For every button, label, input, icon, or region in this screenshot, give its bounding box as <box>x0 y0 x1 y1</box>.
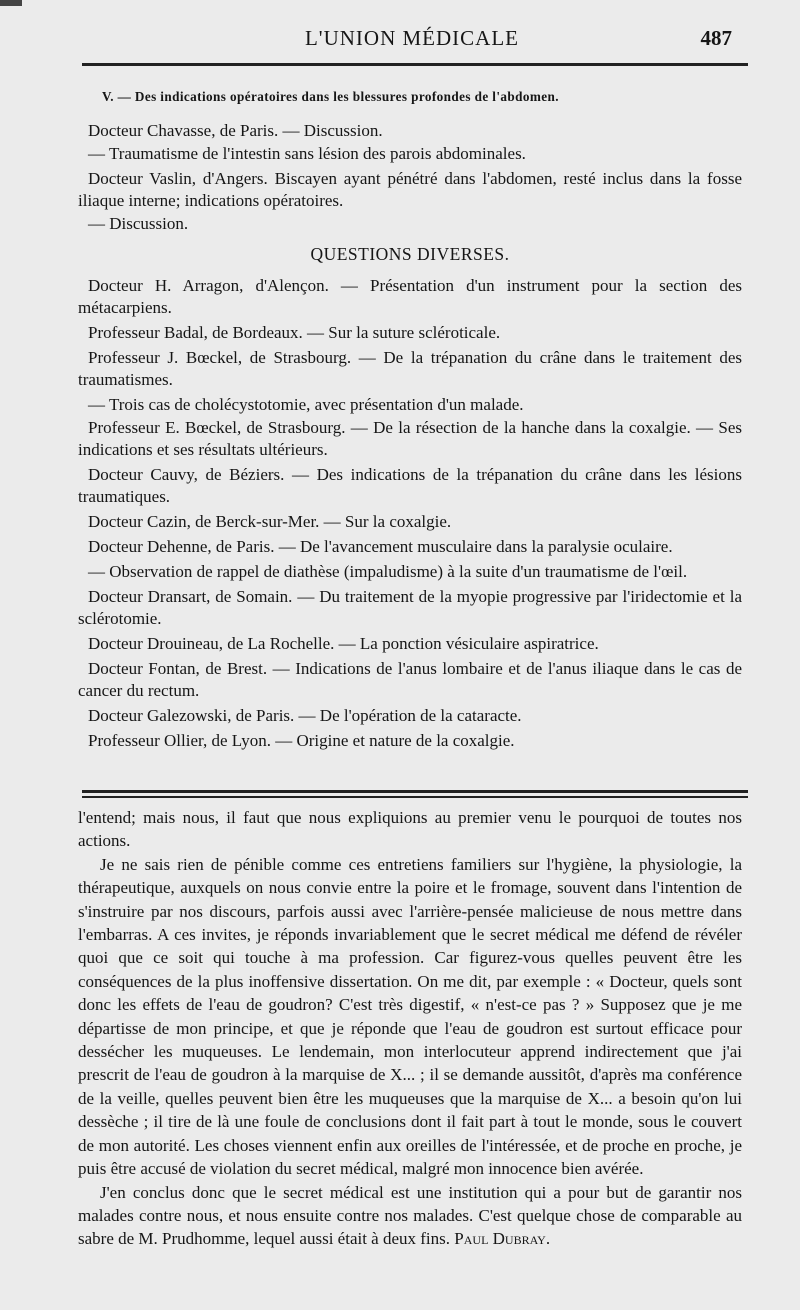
list-item: Docteur Drouineau, de La Rochelle. — La ponction vésiculaire aspiratrice. <box>88 634 599 653</box>
list-item: Docteur Dransart, de Somain. — Du traitement de la myopie progressive par l'iridectomie et la sclérotomie. <box>78 587 742 628</box>
list-item: — Trois cas de cholécystotomie, avec présentation d'un malade. <box>88 395 524 414</box>
list-item: Docteur Cazin, de Berck-sur-Mer. — Sur la coxalgie. <box>88 512 452 531</box>
paragraph: Je ne sais rien de pénible comme ces entretiens familiers sur l'hygiène, la physiologie, la thérapeutique, auxquels on nous convie entre la poire et le fromage, souvent dans l'intention de s'instruire par nos discours, parfois aussi avec l'arrière-pensée malicieuse de nous mettre dans l'embarras. A ces invites, je réponds invariablement que le secret médical me défend de révéler quoi que ce soit qui touche à ma profession. Car figurez-vous quelles peuvent être les conséquences de la plus inoffensive dissertation. On me dit, par exemple : « Docteur, quels sont donc les effets de l'eau de goudron? C'est très digestif, « n'est-ce pas ? » Supposez que je me départisse de mon principe, et que je réponde que l'eau de goudron est surtout efficace pour dessécher les muqueuses. Le lendemain, mon interlocuteur apprend indirectement que j'ai prescrit de l'eau de goudron à la marquise de X... ; il se demande aussitôt, d'après ma conférence de la veille, quelles peuvent bien être les muqueuses que la marquise de X... a besoin qu'on lui dessèche ; il tire de là une foule de conclusions dont il fait part à tout le monde, sous le couvert de mon autorité. Les choses viennent enfin aux oreilles de l'intéressée, et de proche en proche, je puis être accusé de violation du secret médical, malgré mon innocence bien avérée. <box>78 854 742 1179</box>
list-item: Professeur Ollier, de Lyon. — Origine et nature de la coxalgie. <box>88 731 515 750</box>
list-item: Docteur Vaslin, d'Angers. Biscayen ayant pénétré dans l'abdomen, resté inclus dans la fosse iliaque interne; indications opératoires. <box>78 169 742 210</box>
scan-edge <box>0 0 22 6</box>
page-number: 487 <box>700 26 732 50</box>
feuilleton-text <box>78 806 742 1251</box>
page-header <box>82 26 742 56</box>
signature: Paul Dubray. <box>454 1229 551 1249</box>
list-item: Docteur Cauvy, de Béziers. — Des indications de la trépanation du crâne dans les lésions traumatiques. <box>78 465 742 506</box>
list-item: Docteur Galezowski, de Paris. — De l'opération de la cataracte. <box>88 706 522 725</box>
list-item: Docteur Fontan, de Brest. — Indications de l'anus lombaire et de l'anus iliaque dans le cas de cancer du rectum. <box>78 659 742 700</box>
program-list <box>78 86 742 755</box>
list-item: — Traumatisme de l'intestin sans lésion des parois abdominales. <box>88 144 526 163</box>
paragraph: J'en conclus donc que le secret médical est une institution qui a pour but de garantir nos malades contre nous, et nous ensuite contre nos malades. C'est quelque chose de comparable au sabre de M. Prudhomme, lequel aussi était à deux fins. <box>78 1182 742 1249</box>
list-item: — Discussion. <box>88 214 189 233</box>
list-item: Professeur J. Bœckel, de Strasbourg. — De la trépanation du crâne dans le traitement des traumatismes. <box>78 348 742 389</box>
list-item: Docteur H. Arragon, d'Alençon. — Présentation d'un instrument pour la section des métacarpiens. <box>78 276 742 317</box>
list-item: Docteur Chavasse, de Paris. — Discussion. <box>88 121 383 140</box>
running-title: L'UNION MÉDICALE <box>304 26 519 50</box>
feuilleton-rule-thin <box>82 796 748 798</box>
list-item: Docteur Dehenne, de Paris. — De l'avancement musculaire dans la paralysie oculaire. <box>88 537 673 556</box>
header-rule <box>82 63 748 66</box>
list-item: — Observation de rappel de diathèse (impaludisme) à la suite d'un traumatisme de l'œil. <box>88 562 688 581</box>
closing-paragraph <box>78 1181 742 1251</box>
list-item: Professeur E. Bœckel, de Strasbourg. — De la résection de la hanche dans la coxalgie. — Ses indications et ses résultats ultérieurs. <box>78 418 742 459</box>
questions-heading: QUESTIONS DIVERSES. <box>310 244 510 264</box>
list-item: Professeur Badal, de Bordeaux. — Sur la suture scléroticale. <box>88 323 501 342</box>
feuilleton-rule <box>82 790 748 793</box>
paragraph: l'entend; mais nous, il faut que nous expliquions au premier venu le pourquoi de toutes nos actions. <box>78 808 742 851</box>
section-heading: V. — Des indications opératoires dans les blessures profondes de l'abdomen. <box>102 89 559 104</box>
